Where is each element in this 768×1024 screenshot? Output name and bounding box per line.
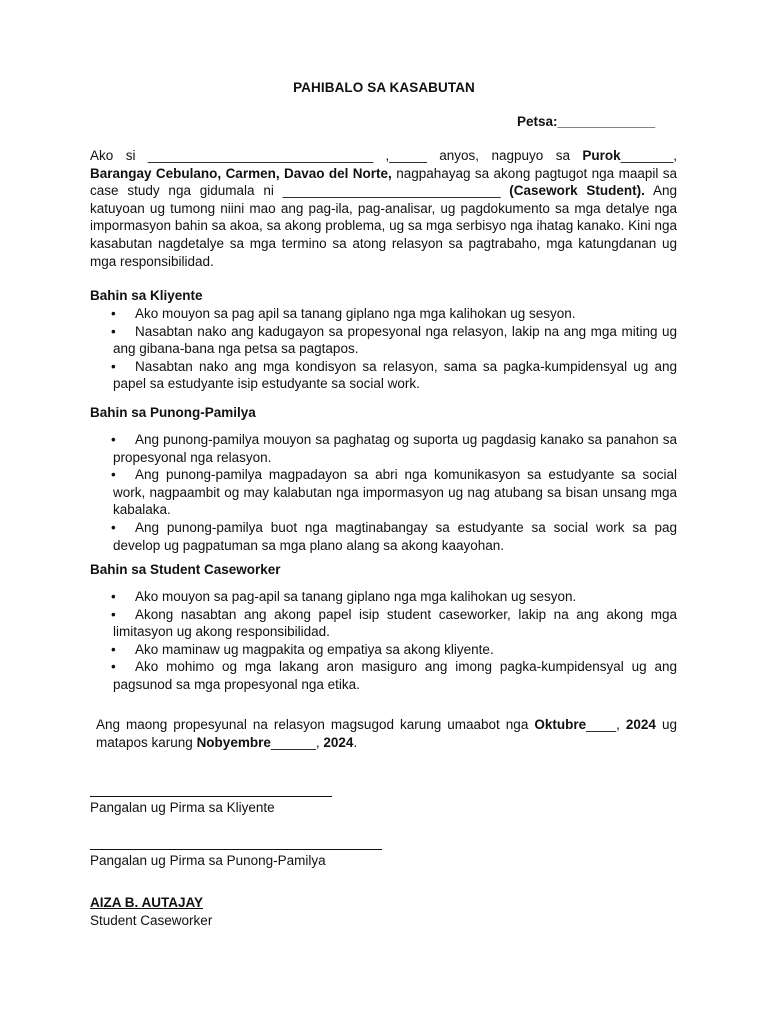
bullet-icon: • — [111, 306, 116, 321]
bullet-icon: • — [111, 659, 116, 675]
list-item-text: Ang punong-pamilya mouyon sa paghatag og suporta ug pagdasig kanako sa panahon sa propesyonal nga relasyon. — [113, 432, 677, 465]
closing-text-3: ug matapos karung — [96, 717, 677, 750]
end-month: Nobyembre — [196, 734, 271, 750]
student-caseworker-list — [113, 588, 677, 694]
intro-text-1: Ako si ______________________________ ,_____ anyos, nagpuyo sa — [90, 148, 583, 163]
start-month: Oktubre — [534, 717, 587, 732]
bullet-icon: • — [111, 519, 116, 535]
list-item-text: Ako maminaw ug magpakita og empatiya sa akong kliyente. — [135, 641, 494, 657]
list-item-text: Ako mohimo og mga lakang aron masiguro ang imong pagka-kumpidensyal ug ang pagsunod sa mga propesyonal nga etika. — [113, 659, 677, 692]
caseworker-name: AIZA B. AUTAJAY — [90, 895, 204, 910]
purok-label: Purok — [582, 148, 621, 163]
address-text: Barangay Cebulano, Carmen, Davao del Norte, — [90, 165, 392, 181]
list-item-text: Nasabtan nako ang mga kondisyon sa relasyon, sama sa pagka-kumpidensyal ug ang papel sa estudyante isip estudyante sa social work. — [113, 358, 677, 392]
client-signature-line — [90, 796, 332, 797]
section-heading-kliyente: Bahin sa Kliyente — [90, 288, 203, 303]
list-item — [113, 323, 677, 358]
section-heading-punong-pamilya: Bahin sa Punong-Pamilya — [90, 405, 256, 420]
list-item-text: Nasabtan nako ang kadugayon sa propesyonal nga relasyon, lakip na ang mga miting ug ang gibana-bana nga petsa sa pagtapos. — [113, 323, 677, 357]
bullet-icon: • — [111, 358, 116, 374]
punong-pamilya-list — [113, 431, 677, 554]
list-item — [113, 641, 677, 659]
list-item — [113, 431, 677, 466]
bullet-icon: • — [111, 467, 116, 483]
caseworker-role: Student Caseworker — [90, 913, 213, 928]
intro-text-2: _______, — [620, 148, 677, 163]
intro-paragraph — [90, 147, 677, 270]
list-item — [113, 588, 677, 606]
list-item-text: Ako mouyon sa pag-apil sa tanang giplano nga mga kalihokan ug sesyon. — [135, 589, 577, 604]
closing-text-1: Ang maong propesyunal na relasyon magsugod karung umaabot nga — [96, 717, 535, 732]
list-item — [113, 466, 677, 519]
list-item — [113, 519, 677, 554]
family-signature-line — [90, 849, 382, 850]
closing-text-5: . — [353, 734, 358, 750]
list-item — [113, 606, 677, 641]
bullet-icon: • — [111, 323, 116, 339]
list-item-text: Ang punong-pamilya magpadayon sa abri nga komunikasyon sa estudyante sa social work, nagpaambit og may kalabutan nga impormasyon ug nag atubang sa bisan unsang mga kabalaka. — [113, 467, 677, 518]
closing-text-4: ______, — [270, 734, 324, 750]
list-item-text: Ang punong-pamilya buot nga magtinabangay sa estudyante sa social work sa pag develop ug pagpatuman sa mga plano alang sa akong kaayohan. — [113, 519, 677, 553]
list-item — [113, 358, 677, 393]
bullet-icon: • — [111, 641, 116, 657]
closing-paragraph — [96, 716, 677, 751]
bullet-icon: • — [111, 589, 116, 604]
client-signature-label: Pangalan ug Pirma sa Kliyente — [90, 800, 275, 815]
start-year: 2024 — [625, 717, 656, 732]
document-title: PAHIBALO SA KASABUTAN — [293, 80, 475, 95]
list-item — [113, 305, 677, 323]
intro-text-4: Ang katuyoan ug tumong niini mao ang pag-ila, pag-analisar, ug pagdokumento sa mga detalye nga impormasyon bahin sa akoa, sa akong problema, ug sa mga serbisyo nga ihatag kanako. Kini nga kasabutan nagdetalye sa mga termino sa atong relasyon sa pagtrabaho, mga katungdanan ug mga responsibilidad. — [90, 183, 677, 269]
kliyente-list — [113, 305, 677, 393]
bullet-icon: • — [111, 606, 116, 622]
intro-text-3: nagpahayag sa akong pagtugot nga maapil sa case study nga gidumala ni _____________________________ — [90, 165, 677, 199]
list-item-text: Ako mouyon sa pag apil sa tanang giplano nga mga kalihokan ug sesyon. — [135, 306, 576, 321]
date-field: Petsa:_____________ — [517, 114, 656, 129]
list-item — [113, 658, 677, 693]
casework-student-label: (Casework Student). — [509, 183, 645, 199]
end-year: 2024 — [323, 734, 354, 750]
bullet-icon: • — [111, 432, 116, 447]
section-heading-student-caseworker: Bahin sa Student Caseworker — [90, 562, 281, 577]
family-signature-label: Pangalan ug Pirma sa Punong-Pamilya — [90, 853, 326, 868]
closing-text-2: ____, — [586, 717, 626, 732]
list-item-text: Akong nasabtan ang akong papel isip student caseworker, lakip na ang akong mga limitasyon ug akong responsibilidad. — [113, 606, 677, 640]
